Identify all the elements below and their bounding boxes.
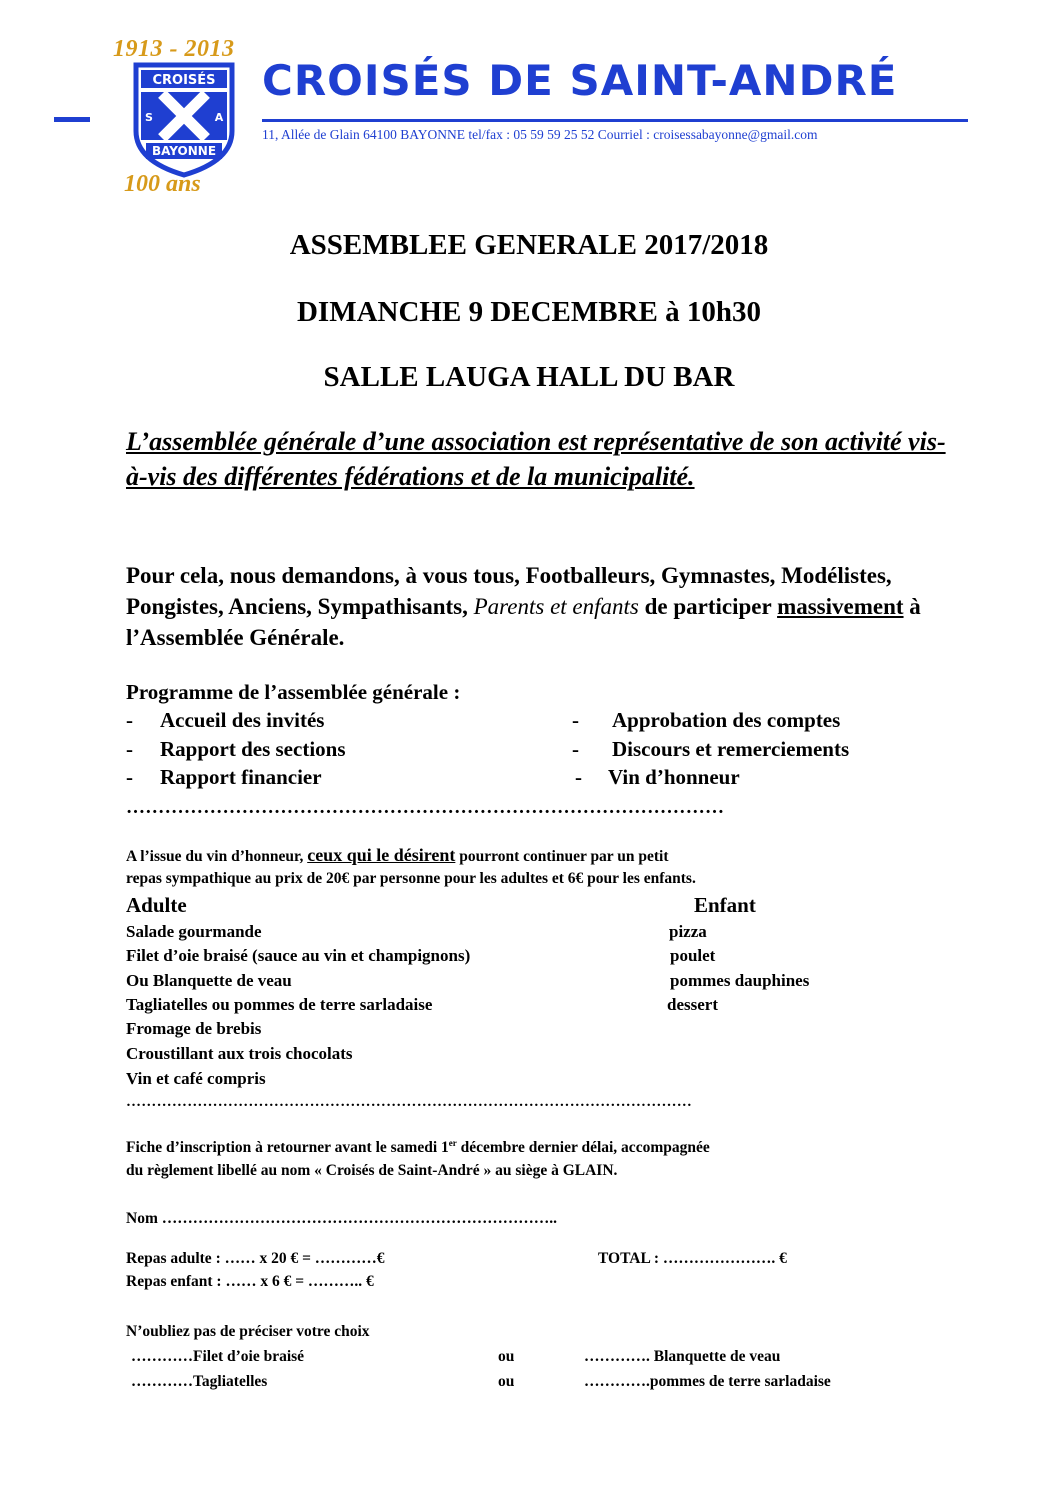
assembly-title: ASSEMBLEE GENERALE 2017/2018 xyxy=(289,229,769,261)
bullet: - xyxy=(572,708,579,732)
assembly-date: DIMANCHE 9 DECEMBRE à 10h30 xyxy=(296,296,762,328)
club-address: 11, Allée de Glain 64100 BAYONNE tel/fax : 05 59 59 25 52 Courriel : croisessabayonne@gmail.com xyxy=(262,127,818,142)
bullet: - xyxy=(575,765,582,789)
total-field[interactable]: TOTAL : …………………. € xyxy=(598,1250,787,1267)
choice-option[interactable]: …………. Blanquette de veau xyxy=(584,1348,781,1365)
programme-title: Programme de l’assemblée générale : xyxy=(126,680,461,704)
title-rule xyxy=(262,119,968,122)
adult-menu-item: Salade gourmande xyxy=(126,922,262,941)
adult-menu-item: Vin et café compris xyxy=(126,1069,266,1088)
child-menu-item: pommes dauphines xyxy=(670,971,810,990)
adult-meal-field[interactable]: Repas adulte : …… x 20 € = …………€ xyxy=(126,1250,385,1267)
child-menu-item: poulet xyxy=(670,946,716,965)
form-notice-line1 xyxy=(126,1138,710,1157)
crest-bottom-text: BAYONNE xyxy=(151,144,217,158)
child-meal-field[interactable]: Repas enfant : …… x 6 € = ……….. € xyxy=(126,1273,374,1290)
years-label: 1913 - 2013 xyxy=(113,36,235,62)
form-notice-line2: du règlement libellé au nom « Croisés de Saint-André » au siège à GLAIN. xyxy=(126,1162,618,1179)
crest-right-letter: A xyxy=(214,111,224,124)
bullet: - xyxy=(572,737,579,761)
adult-menu-item: Tagliatelles ou pommes de terre sarladaise xyxy=(126,995,433,1014)
appeal-underlined: massivement xyxy=(777,594,904,619)
name-field[interactable]: Nom ………………………………………………………………….. xyxy=(126,1210,557,1227)
meal-intro-line1 xyxy=(126,845,669,866)
appeal-text-2: de participer xyxy=(638,594,778,619)
separator-dots: ………………………………………………………………………………………………… xyxy=(126,1094,693,1110)
club-crest-logo xyxy=(132,61,236,179)
separator-dots: ………………………………………………………………………………… xyxy=(126,797,725,818)
programme-item: Rapport financier xyxy=(160,765,322,789)
programme-item: Accueil des invités xyxy=(160,708,325,732)
choice-or: ou xyxy=(498,1373,515,1390)
notice-text-a: Fiche d’inscription à retourner avant le samedi 1 xyxy=(126,1139,449,1157)
appeal-italic: Parents et enfants xyxy=(473,594,639,619)
bullet: - xyxy=(126,737,133,761)
meal-text-a: A l’issue du vin d’honneur, xyxy=(126,848,308,865)
centenary-label: 100 ans xyxy=(124,171,201,197)
adult-menu-item: Filet d’oie braisé (sauce au vin et champignons) xyxy=(126,946,471,965)
choice-option[interactable]: ………….pommes de terre sarladaise xyxy=(584,1373,831,1390)
appeal-text-3: à l’Assemblée Générale. xyxy=(126,594,921,650)
notice-text-b: décembre dernier délai, accompagnée xyxy=(456,1139,710,1157)
crest-top-text: CROISÉS xyxy=(152,73,216,88)
child-menu-item: dessert xyxy=(667,995,718,1014)
adult-menu-item: Croustillant aux trois chocolats xyxy=(126,1044,353,1063)
appeal-text-1: Pour cela, nous demandons, à vous tous, Footballeurs, Gymnastes, Modélistes, Pongistes, Anciens, Sympathisants, xyxy=(126,563,892,619)
adult-menu-item: Ou Blanquette de veau xyxy=(126,971,292,990)
meal-intro-line2: repas sympathique au prix de 20€ par personne pour les adultes et 6€ pour les enfants. xyxy=(126,870,696,887)
bullet: - xyxy=(126,708,133,732)
appeal-paragraph xyxy=(126,560,966,653)
notice-superscript: er xyxy=(448,1138,457,1148)
choice-option[interactable]: …………Tagliatelles xyxy=(131,1373,268,1390)
meal-text-b: pourront continuer par un petit xyxy=(455,848,669,865)
adult-menu-heading: Adulte xyxy=(126,893,187,917)
choice-or: ou xyxy=(498,1348,515,1365)
programme-item: Vin d’honneur xyxy=(608,765,740,789)
child-menu-item: pizza xyxy=(669,922,707,941)
programme-item: Discours et remerciements xyxy=(612,737,850,761)
child-menu-heading: Enfant xyxy=(694,893,756,917)
programme-item: Rapport des sections xyxy=(160,737,346,761)
programme-item: Approbation des comptes xyxy=(612,708,841,732)
choice-title: N’oubliez pas de préciser votre choix xyxy=(126,1323,370,1340)
intro-paragraph: L’assemblée générale d’une association est représentative de son activité vis-à-vis des différentes fédérations et de la municipalité. xyxy=(126,427,946,491)
blue-dash xyxy=(54,117,90,122)
adult-menu-item: Fromage de brebis xyxy=(126,1019,262,1038)
meal-text-underlined: ceux qui le désirent xyxy=(307,845,456,865)
bullet: - xyxy=(126,765,133,789)
assembly-place: SALLE LAUGA HALL DU BAR xyxy=(323,361,735,393)
crest-left-letter: S xyxy=(145,111,153,124)
choice-option[interactable]: …………Filet d’oie braisé xyxy=(131,1348,305,1365)
club-title: CROISÉS DE SAINT-ANDRÉ xyxy=(262,56,898,105)
